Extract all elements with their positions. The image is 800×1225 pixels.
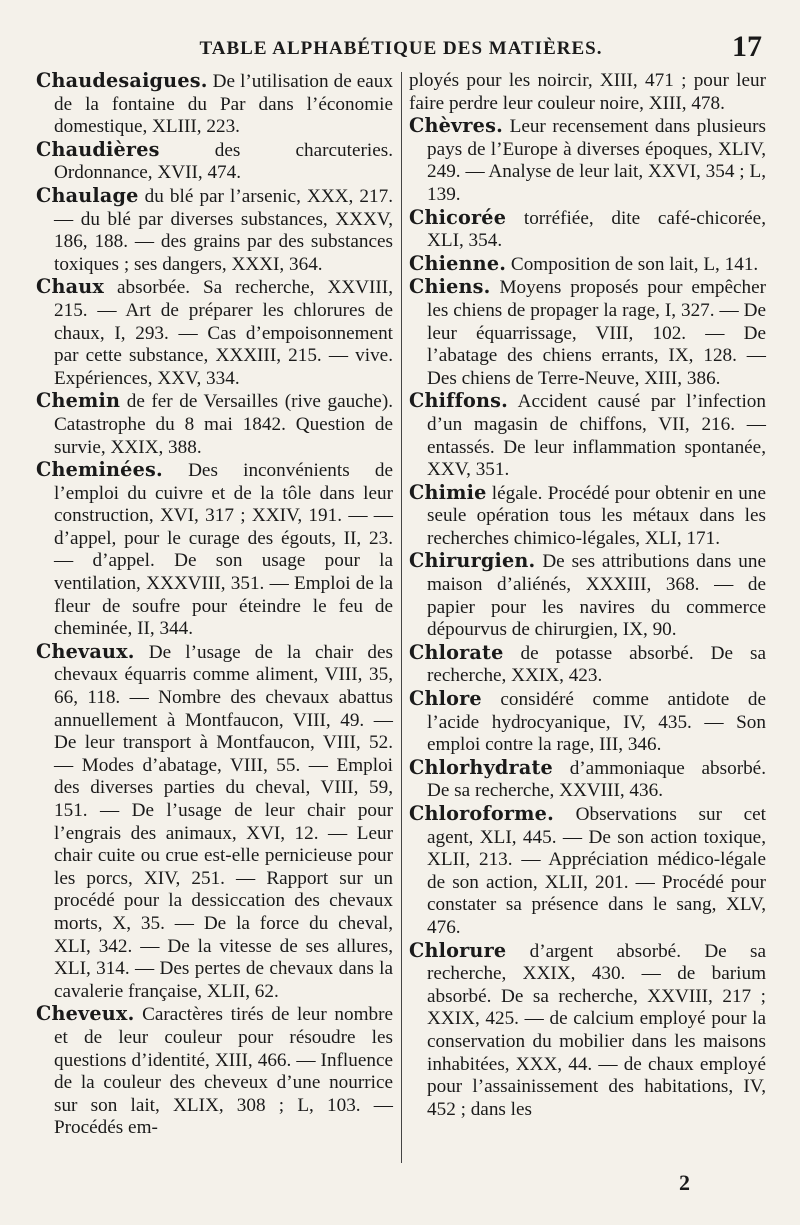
entry-text: Composition de son lait, L, 141. [506, 253, 759, 275]
entry-text: d’ammoniaque absorbé. De sa recherche, XXVIII, 436. [427, 757, 766, 802]
index-entry [409, 688, 766, 757]
entry-text: légale. Procédé pour obtenir en une seule opération tous les métaux dans les recherches chimico-légales, XLI, 171. [427, 482, 766, 549]
index-entry [409, 803, 766, 940]
entry-text: Caractères tirés de leur nombre et de leur couleur pour résoudre les questions d’identité, XIII, 466. — Influence de la couleur des cheveux d’une nourrice sur son lait, XLIX, 308 ; L, 103. — Procédés em- [54, 1004, 393, 1139]
index-entry [36, 276, 393, 390]
column-divider [401, 72, 402, 1163]
page-number: 17 [732, 30, 762, 63]
entry-term: Chaulage [36, 183, 139, 207]
entry-term: Cheminées. [36, 458, 163, 482]
entry-term: Chloroforme. [409, 802, 554, 825]
entry-text: Moyens proposés pour empêcher les chiens de propager la rage, I, 327. — De leur équarrissage, VIII, 102. — De l’abatage des chiens errants, IX, 128. — Des chiens de Terre-Neuve, XIII, 386. [427, 277, 766, 389]
entry-text: de potasse absorbé. De sa recherche, XXIX, 423. [427, 642, 766, 687]
entry-term: Cheveux. [36, 1002, 135, 1026]
index-entry [409, 390, 766, 481]
entry-term: Chienne. [409, 251, 507, 275]
index-entry [409, 757, 766, 803]
entry-term: Chaudières [36, 137, 160, 161]
entry-text: des charcuteries. Ordonnance, XVII, 474. [54, 139, 393, 184]
entry-text: du blé par l’arsenic, XXX, 217. — du blé par diverses substances, XXXV, 186, 188. — des grains par des substances toxiques ; ses dangers, XXXI, 364. [54, 185, 393, 275]
entry-term: Chimie [409, 480, 487, 504]
index-entry [36, 390, 393, 459]
entry-term: Chaudesaigues. [36, 69, 208, 92]
index-entry [409, 940, 766, 1122]
running-title: TABLE ALPHABÉTIQUE DES MATIÈRES. [199, 38, 603, 59]
index-entry-continued [409, 70, 766, 115]
index-entry [409, 642, 766, 688]
entry-text: Leur recensement dans plusieurs pays de l’Europe à diverses époques, XLIV, 249. — Analyse de leur lait, XXVI, 354 ; L, 139. [427, 116, 766, 205]
entry-text: absorbée. Sa recherche, XXVIII, 215. — Art de préparer les chlorures de chaux, I, 293. — Cas d’empoisonnement par cette substance, XXXIII, 215. — vive. Expériences, XXV, 334. [54, 277, 393, 389]
index-entry [36, 185, 393, 276]
entry-term: Chiffons. [409, 389, 509, 413]
entry-text: Accident causé par l’infection d’un magasin de chiffons, VII, 216. — entassés. De leur inflammation spontanée, XXV, 351. [427, 391, 766, 481]
entry-term: Chemin [36, 389, 121, 413]
entry-text: considéré comme antidote de l’acide hydrocyanique, IV, 435. — Son emploi contre la rage, III, 346. [427, 689, 766, 756]
entry-term: Chèvres. [409, 114, 503, 138]
signature-mark: 2 [679, 1170, 690, 1195]
entry-text: de fer de Versailles (rive gauche). Catastrophe du 8 mai 1842. Question de survie, XXIX, 388. [54, 391, 393, 458]
index-entry [36, 641, 393, 1004]
right-column [409, 70, 766, 1165]
entry-text: torréfiée, dite café-chicorée, XLI, 354. [427, 207, 766, 252]
page-header [36, 30, 766, 72]
entry-term: Chlorate [409, 640, 504, 664]
entry-term: Chevaux. [36, 639, 135, 663]
entry-text: ployés pour les noircir, XIII, 471 ; pour leur faire perdre leur couleur noire, XIII, 478. [409, 70, 766, 114]
entry-text: Des inconvénients de l’emploi du cuivre et de la tôle dans leur construction, XVI, 317 ; XXIV, 191. — — d’appel, pour le curage des égouts, II, 23. — d’appel. De son usage pour la ventilation, XXXVIII, 351. — Emploi de la fleur de soufre pour éteindre le feu de cheminée, II, 344. [54, 460, 393, 640]
entry-term: Chaux [36, 275, 105, 299]
entry-text: De l’usage de la chair des chevaux équarris comme aliment, VIII, 35, 66, 118. — Nombre des chevaux abattus annuellement à Montfaucon, VIII, 49. — De leur transport à Montfaucon, VIII, 52. — Modes d’abatage, VIII, 55. — Emploi des diverses parties du cheval, VIII, 59, 151. — De l’usage de leur chair pour l’engrais des animaux, XVI, 12. — Leur chair cuite ou crue est-elle pernicieuse pour les porcs, XIV, 251. — Rapport sur un procédé pour la dessiccation des chevaux morts, X, 35. — De la force du cheval, XLI, 342. — De la vitesse de ses allures, XLI, 314. — Des pertes de chevaux dans la cavalerie française, XLII, 62. [54, 641, 393, 1002]
entry-text: Observations sur cet agent, XLI, 445. — De son action toxique, XLII, 213. — Appréciation médico-légale de son action, XLII, 201. — Procédé pour constater sa présence dans le sang, XLV, 476. [427, 804, 766, 938]
entry-text: d’argent absorbé. De sa recherche, XXIX, 430. — de barium absorbé. De sa recherche, XXVIII, 217 ; XXIX, 425. — de calcium employé pour la conservation du mobilier dans les maisons inhabitées, XXX, 44. — de chaux employé pour l’assainissement des habitations, IV, 452 ; dans les [427, 940, 766, 1120]
entry-term: Chirurgien. [409, 549, 536, 573]
entry-term: Chlore [409, 687, 482, 711]
entry-term: Chiens. [409, 275, 491, 299]
entry-term: Chlorhydrate [409, 755, 553, 779]
entry-text: De ses attributions dans une maison d’aliénés, XXXIII, 368. — de papier pour les navires du commerce dépourvus de chirurgien, IX, 90. [427, 551, 766, 641]
index-entry [409, 482, 766, 551]
index-entry [36, 70, 393, 139]
index-entry [409, 207, 766, 253]
index-entry [409, 276, 766, 390]
index-entry [36, 1003, 393, 1140]
index-entry [409, 550, 766, 641]
index-columns [36, 70, 766, 1165]
entry-text: De l’utilisation de eaux de la fontaine du Par dans l’économie domestique, XLIII, 223. [54, 71, 393, 138]
entry-term: Chlorure [409, 938, 507, 962]
index-entry [409, 115, 766, 206]
entry-term: Chicorée [409, 205, 507, 229]
index-entry [36, 139, 393, 185]
index-entry [36, 459, 393, 641]
index-entry [409, 253, 766, 277]
left-column [36, 70, 393, 1165]
